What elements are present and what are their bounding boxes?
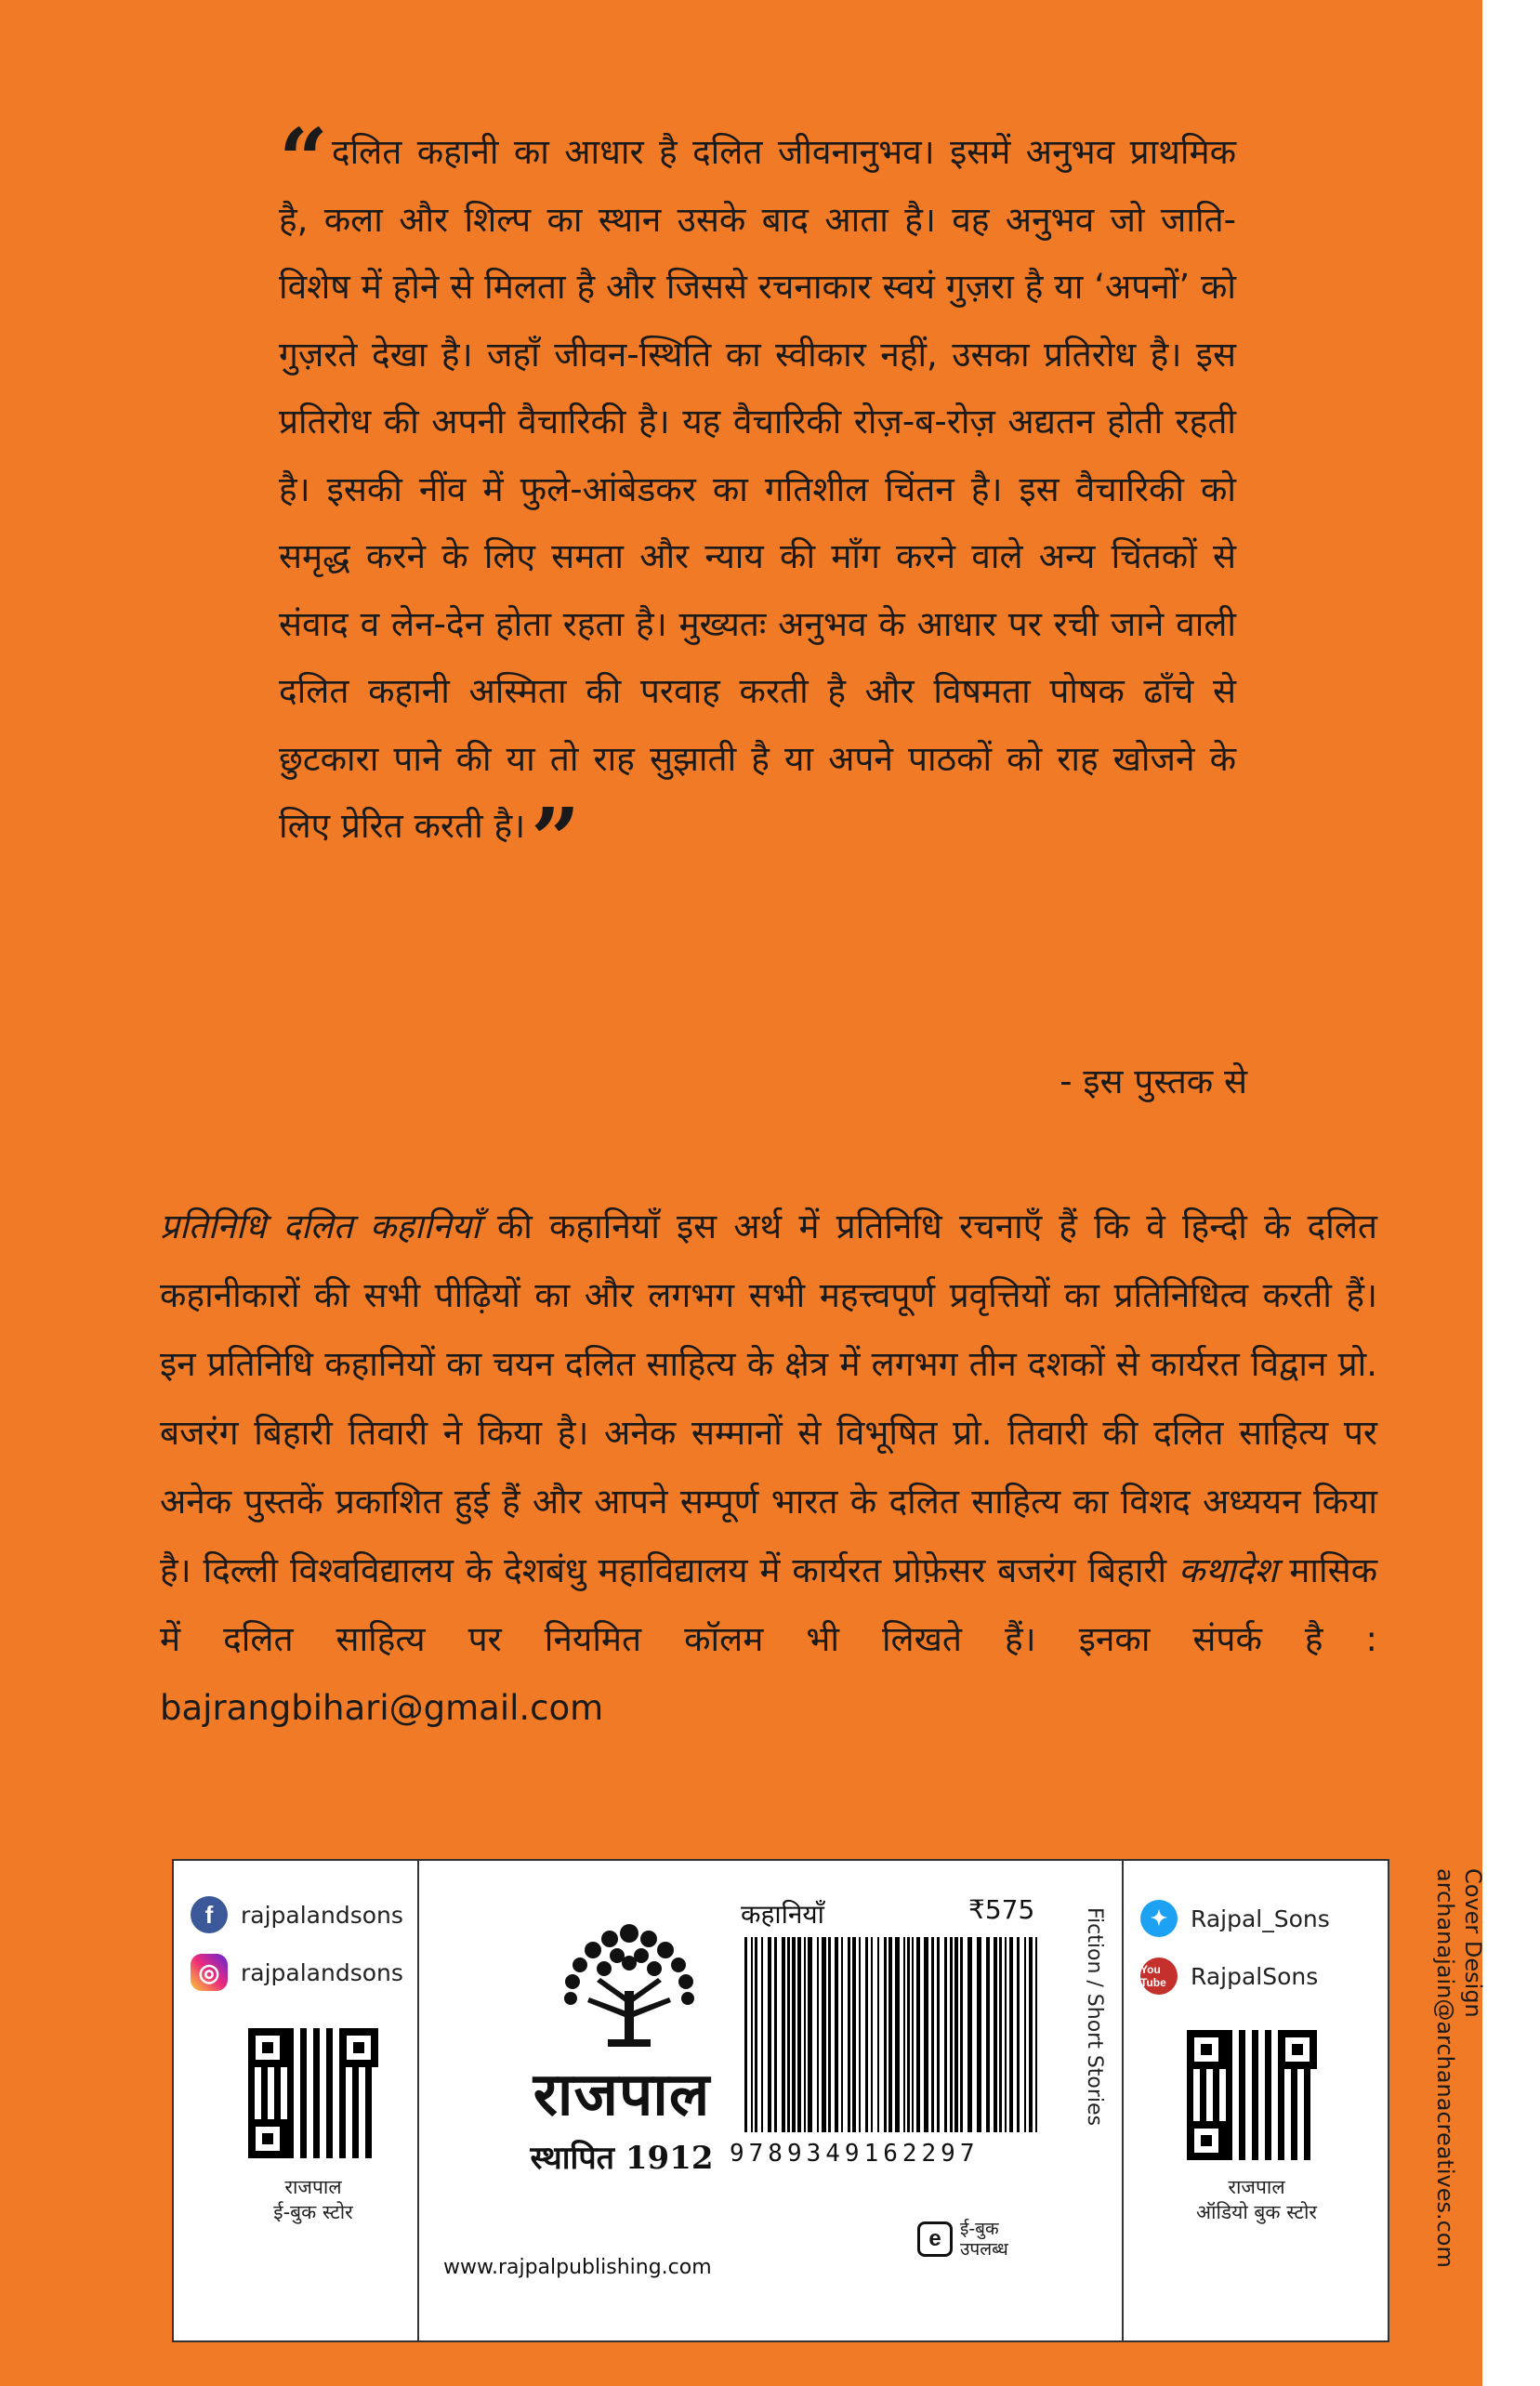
- publisher-info-panel: [172, 1859, 1389, 2342]
- barcode-bar: [884, 1937, 887, 2132]
- barcode-bar: [1009, 1937, 1013, 2132]
- barcode-bar: [817, 1937, 819, 2132]
- barcode-bar: [744, 1937, 747, 2132]
- genre-label: Fiction / Short Stories: [1083, 1907, 1106, 2127]
- publisher-brand-name: राजपाल: [533, 2061, 711, 2129]
- barcode-bar: [804, 1937, 806, 2132]
- audiobook-store-caption: राजपाल ऑडियो बुक स्टोर: [1195, 2176, 1318, 2223]
- barcode-bar: [895, 1937, 900, 2132]
- audiobook-store-qr-code[interactable]: [1187, 2030, 1317, 2160]
- barcode-bar: [852, 1937, 856, 2132]
- established-year: स्थापित 1912: [530, 2140, 714, 2177]
- book-price: ₹575: [968, 1894, 1035, 1925]
- book-description: [160, 1193, 1377, 1743]
- open-quote-mark: “: [279, 110, 328, 210]
- close-quote-mark: ”: [531, 789, 581, 890]
- facebook-handle[interactable]: f rajpalandsons: [191, 1896, 403, 1933]
- barcode-bar: [841, 1937, 843, 2132]
- barcode-bar: [761, 1937, 763, 2132]
- barcode-bar: [1029, 1937, 1033, 2132]
- publisher-website-link[interactable]: www.rajpalpublishing.com: [443, 2256, 712, 2279]
- credit-line-2: archanajain@archanacreatives.com: [1432, 1868, 1458, 2268]
- barcode-bar: [871, 1937, 873, 2132]
- barcode-bar: [986, 1937, 990, 2132]
- barcode-bar: [768, 1937, 771, 2132]
- quote-source: - इस पुस्तक से: [1060, 1061, 1247, 1101]
- barcode-bar: [944, 1937, 947, 2132]
- barcode-bar: [888, 1937, 892, 2132]
- instagram-handle[interactable]: ◎ rajpalandsons: [191, 1954, 403, 1991]
- barcode-bar: [977, 1937, 981, 2132]
- description-part-1: की कहानियाँ इस अर्थ में प्रतिनिधि रचनाएँ हैं कि वे हिन्दी के दलित कहानीकारों की सभी पीढ़ियों का और लगभग सभी महत्त्वपूर्ण प्रवृत्तियों का प्रतिनिधित्व करती हैं। इन प्रतिनिधि कहानियों का चयन दलित साहित्य के क्षेत्र में लगभग तीन दशकों से कार्यरत विद्वान प्रो. बजरंग बिहारी तिवारी ने किया है। अनेक सम्मानों से विभूषित प्रो. तिवारी की दलित साहित्य पर अनेक पुस्तकें प्रकाशित हुई हैं और आपने सम्पूर्ण भारत के दलित साहित्य का विशद अध्ययन किया है। दिल्ली विश्वविद्यालय के देशबंधु महाविद्यालय में कार्यरत प्रोफ़ेसर बजरंग बिहारी: [160, 1206, 1377, 1590]
- barcode-bar: [999, 1937, 1002, 2132]
- barcode-bar: [782, 1937, 785, 2132]
- barcode-bar: [1024, 1937, 1026, 2132]
- ebook-icon: e: [917, 2221, 953, 2257]
- barcode-bar: [848, 1937, 850, 2132]
- barcode-bar: [954, 1937, 958, 2132]
- credit-line-1: Cover Design: [1460, 1868, 1486, 2018]
- barcode-bar: [797, 1937, 801, 2132]
- isbn-number: 9789349162297: [730, 2140, 980, 2168]
- barcode-bar: [822, 1937, 826, 2132]
- facebook-icon: f: [191, 1896, 228, 1933]
- barcode-bar: [950, 1937, 953, 2132]
- barcode-bar: [787, 1937, 790, 2132]
- magazine-title-italic: कथादेश: [1178, 1550, 1278, 1590]
- barcode-bar: [1035, 1937, 1037, 2132]
- barcode-bar: [967, 1937, 972, 2132]
- youtube-handle[interactable]: You Tube RajpalSons: [1140, 1958, 1318, 1995]
- ebook-store-caption: राजपाल ई-बुक स्टोर: [273, 2176, 353, 2223]
- barcode-bar: [865, 1937, 868, 2132]
- barcode-bar: [916, 1937, 920, 2132]
- barcode-bar: [994, 1937, 997, 2132]
- ebook-available-badge: e ई-बुक उपलब्ध: [917, 2219, 1008, 2260]
- book-category: कहानियाँ: [741, 1899, 824, 1930]
- instagram-icon: ◎: [191, 1954, 228, 1991]
- barcode-bar: [907, 1937, 910, 2132]
- book-title-italic: प्रतिनिधि दलित कहानियाँ: [160, 1206, 480, 1246]
- panel-divider: [1122, 1861, 1124, 2340]
- barcode-bar: [903, 1937, 905, 2132]
- barcode-bar: [960, 1937, 963, 2132]
- barcode-bar: [1005, 1937, 1007, 2132]
- description-part-2: मासिक में दलित साहित्य पर नियमित कॉलम भी लिखते हैं। इनका संपर्क है :: [160, 1550, 1378, 1659]
- barcode-bar: [751, 1937, 753, 2132]
- barcode-bar: [835, 1937, 838, 2132]
- barcode-bar: [877, 1937, 879, 2132]
- youtube-icon: You Tube: [1140, 1958, 1178, 1995]
- twitter-handle[interactable]: ✦ Rajpal_Sons: [1140, 1900, 1330, 1937]
- barcode-bar: [774, 1937, 777, 2132]
- barcode-bar: [792, 1937, 796, 2132]
- rajpal-tree-logo-icon: [550, 1917, 708, 2056]
- quote-body: दलित कहानी का आधार है दलित जीवनानुभव। इसमें अनुभव प्राथमिक है, कला और शिल्प का स्थान उसके बाद आता है। वह अनुभव जो जाति-विशेष में होने से मिलता है और जिससे रचनाकार स्वयं गुज़रा है या ‘अपनों’ को गुज़रते देखा है। जहाँ जीवन-स्थिति का स्वीकार नहीं, उसका प्रतिरोध है। इस प्रतिरोध की अपनी वैचारिकी है। यह वैचारिकी रोज़-ब-रोज़ अद्यतन होती रहती है। इसकी नींव में फुले-आंबेडकर का गतिशील चिंतन है। इस वैचारिकी को समृद्ध करने के लिए समता और न्याय की माँग करने वाले अन्य चिंतकों से संवाद व लेन-देन होता रहता है। मुख्यतः अनुभव के आधार पर रची जाने वाली दलित कहानी अस्मिता की परवाह करती है और विषमता पोषक ढाँचे से छुटकारा पाने की या तो राह सुझाती है या अपने पाठकों को राह खोजने के लिए प्रेरित करती है।: [279, 132, 1236, 846]
- barcode-bar: [828, 1937, 831, 2132]
- book-excerpt-quote: [279, 110, 1236, 890]
- barcode-bar: [1017, 1937, 1020, 2132]
- barcode-bar: [931, 1937, 934, 2132]
- quote-text: [279, 110, 1236, 890]
- barcode-bar: [808, 1937, 812, 2132]
- barcode-bar: [912, 1937, 914, 2132]
- barcode-bar: [924, 1937, 928, 2132]
- barcode-bar: [755, 1937, 757, 2132]
- twitter-icon: ✦: [1140, 1900, 1178, 1937]
- cover-design-credit: [1432, 1868, 1504, 2352]
- contact-email[interactable]: bajrangbihari@gmail.com: [160, 1688, 604, 1728]
- barcode-bar: [859, 1937, 861, 2132]
- barcode-bar: [937, 1937, 940, 2132]
- isbn-barcode: [741, 1937, 1043, 2132]
- ebook-store-qr-code[interactable]: [248, 2028, 378, 2158]
